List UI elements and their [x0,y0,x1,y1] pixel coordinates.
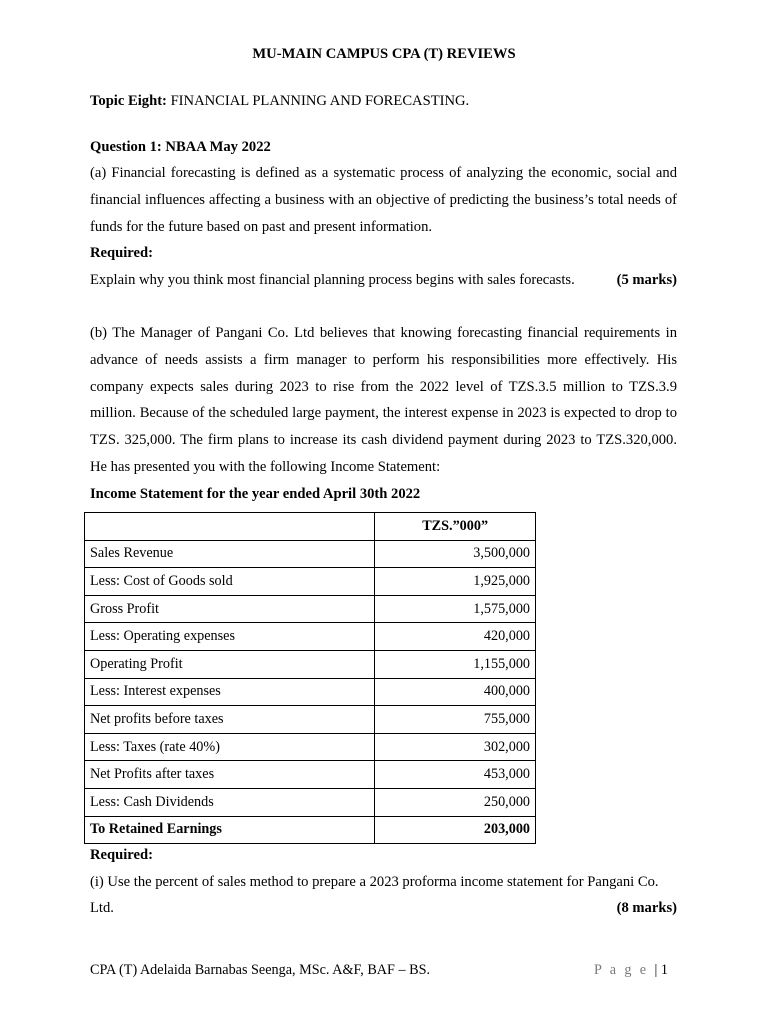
part-b-required-label: Required: [90,847,153,863]
part-a-marks: (5 marks) [616,272,677,288]
part-a-prompt-line [90,272,677,289]
row-label: Net Profits after taxes [85,761,375,789]
footer-author: CPA (T) Adelaida Barnabas Seenga, MSc. A&F, BAF – BS. [90,962,431,978]
table-row [85,788,536,816]
footer-page [594,962,668,979]
part-a-prompt: Explain why you think most financial planning process begins with sales forecasts. [90,272,575,288]
row-label: Gross Profit [85,595,375,623]
table-row [85,650,536,678]
row-value: 203,000 [375,816,536,844]
sub-i-line1 [90,874,677,891]
row-value: 302,000 [375,733,536,761]
table-row [85,733,536,761]
income-statement-table [84,512,536,844]
table-row [85,540,536,568]
table-header-cell [85,513,375,541]
statement-title: Income Statement for the year ended April 30th 2022 [90,486,421,502]
sub-i-text: (i) Use the percent of sales method to prepare a 2023 proforma income statement for Pangani Co. [90,874,659,890]
table-row [85,595,536,623]
part-b-text: (b) The Manager of Pangani Co. Ltd believes that knowing forecasting financial requirements in advance of needs assists a firm manager to perform his responsibilities more effectively. His company expects sales during 2023 to rise from the 2022 level of TZS.3.5 million to TZS.3.9 million. Because of the scheduled large payment, the interest expense in 2023 is expected to drop to TZS. 325,000. The firm plans to increase its cash dividend payment during 2023 to TZS.320,000. He has presented you with the following Income Statement: [90,325,677,475]
table-row [85,623,536,651]
row-label: Net profits before taxes [85,706,375,734]
table-row [85,706,536,734]
row-label: Less: Operating expenses [85,623,375,651]
row-value: 250,000 [375,788,536,816]
table-header-row [85,513,536,541]
table-header-cell: TZS.”000” [375,513,536,541]
part-a-text: (a) Financial forecasting is defined as a systematic process of analyzing the economic, social and financial influences affecting a business with an objective of predicting the business’s total needs of funds for the future based on past and present information. [90,165,677,235]
row-label: To Retained Earnings [85,816,375,844]
row-value: 755,000 [375,706,536,734]
table-total-row [85,816,536,844]
table-row [85,761,536,789]
row-value: 420,000 [375,623,536,651]
row-label: Less: Cost of Goods sold [85,568,375,596]
row-label: Less: Interest expenses [85,678,375,706]
row-value: 1,155,000 [375,650,536,678]
row-value: 3,500,000 [375,540,536,568]
row-value: 1,575,000 [375,595,536,623]
page-number: | 1 [654,962,668,978]
sub-i-marks: (8 marks) [616,900,677,916]
sub-i-line2 [90,900,677,917]
row-label: Less: Cash Dividends [85,788,375,816]
page-title: MU-MAIN CAMPUS CPA (T) REVIEWS [252,46,516,62]
sub-i-text-cont: Ltd. [90,900,114,916]
row-label: Operating Profit [85,650,375,678]
row-label: Less: Taxes (rate 40%) [85,733,375,761]
row-value: 400,000 [375,678,536,706]
topic-text: FINANCIAL PLANNING AND FORECASTING. [166,93,470,109]
row-label: Sales Revenue [85,540,375,568]
row-value: 453,000 [375,761,536,789]
table-row [85,568,536,596]
table-row [85,678,536,706]
topic-label: Topic Eight: [90,93,167,109]
topic-line [90,93,469,110]
row-value: 1,925,000 [375,568,536,596]
question-title: Question 1: NBAA May 2022 [90,139,271,155]
page-label: P a g e [594,962,649,978]
part-a-required-label: Required: [90,245,153,261]
